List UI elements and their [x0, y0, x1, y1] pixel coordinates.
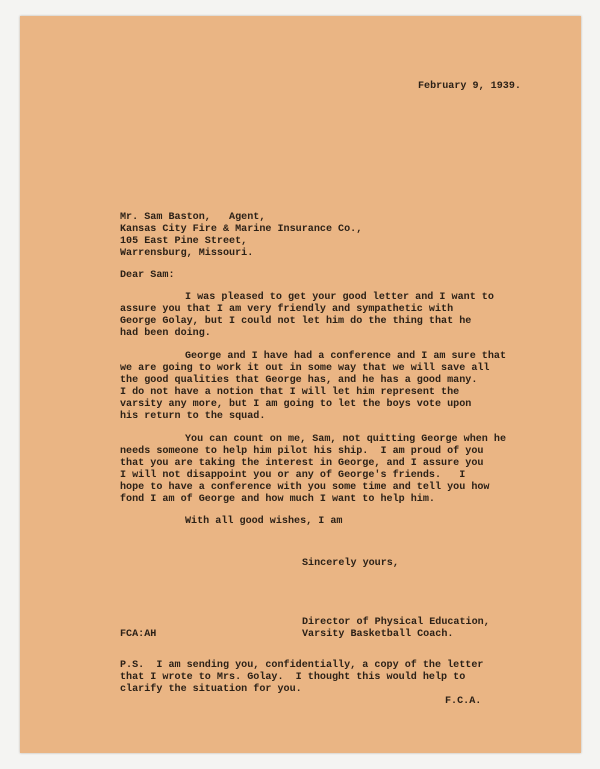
- paragraph-2-line: the good qualities that George has, and he has a good many.: [120, 375, 478, 386]
- letter-page: [20, 16, 581, 753]
- paragraph-3-line: needs someone to help him pilot his ship. I am proud of you: [120, 446, 484, 457]
- paragraph-1-line: George Golay, but I could not let him do the thing that he: [120, 316, 472, 327]
- paragraph-3-line: fond I am of George and how much I want to help him.: [120, 494, 435, 505]
- initials-reference: FCA:AH: [120, 629, 157, 640]
- paragraph-2-line: his return to the squad.: [120, 411, 266, 422]
- paragraph-1-line: I was pleased to get your good letter and I want to: [185, 292, 494, 303]
- paragraph-3-line: hope to have a conference with you some time and tell you how: [120, 482, 490, 493]
- paragraph-1-line: had been doing.: [120, 328, 211, 339]
- closing-wish: With all good wishes, I am: [185, 516, 343, 527]
- paragraph-3-line: that you are taking the interest in George, and I assure you: [120, 458, 484, 469]
- postscript-signoff: F.C.A.: [445, 696, 482, 707]
- paragraph-1-line: assure you that I am very friendly and sympathetic with: [120, 304, 454, 315]
- salutation: Dear Sam:: [120, 270, 175, 281]
- recipient-company: Kansas City Fire & Marine Insurance Co.,: [120, 224, 363, 235]
- signature-title: Director of Physical Education,: [302, 617, 490, 628]
- paragraph-2-line: varsity any more, but I am going to let the boys vote upon: [120, 399, 472, 410]
- paragraph-2-line: I do not have a notion that I will let him represent the: [120, 387, 460, 398]
- postscript-line: P.S. I am sending you, confidentially, a copy of the letter: [120, 660, 484, 671]
- letter-date: February 9, 1939.: [418, 81, 521, 92]
- paragraph-3-line: You can count on me, Sam, not quitting George when he: [185, 434, 507, 445]
- paragraph-3-line: I will not disappoint you or any of George's friends. I: [120, 470, 466, 481]
- recipient-city: Warrensburg, Missouri.: [120, 248, 254, 259]
- complimentary-close: Sincerely yours,: [302, 558, 399, 569]
- postscript-line: clarify the situation for you.: [120, 684, 302, 695]
- postscript-line: that I wrote to Mrs. Golay. I thought this would help to: [120, 672, 466, 683]
- paragraph-2-line: we are going to work it out in some way that we will save all: [120, 363, 490, 374]
- signature-subtitle: Varsity Basketball Coach.: [302, 629, 454, 640]
- recipient-name: Mr. Sam Baston, Agent,: [120, 212, 266, 223]
- paragraph-2-line: George and I have had a conference and I am sure that: [185, 351, 507, 362]
- recipient-street: 105 East Pine Street,: [120, 236, 248, 247]
